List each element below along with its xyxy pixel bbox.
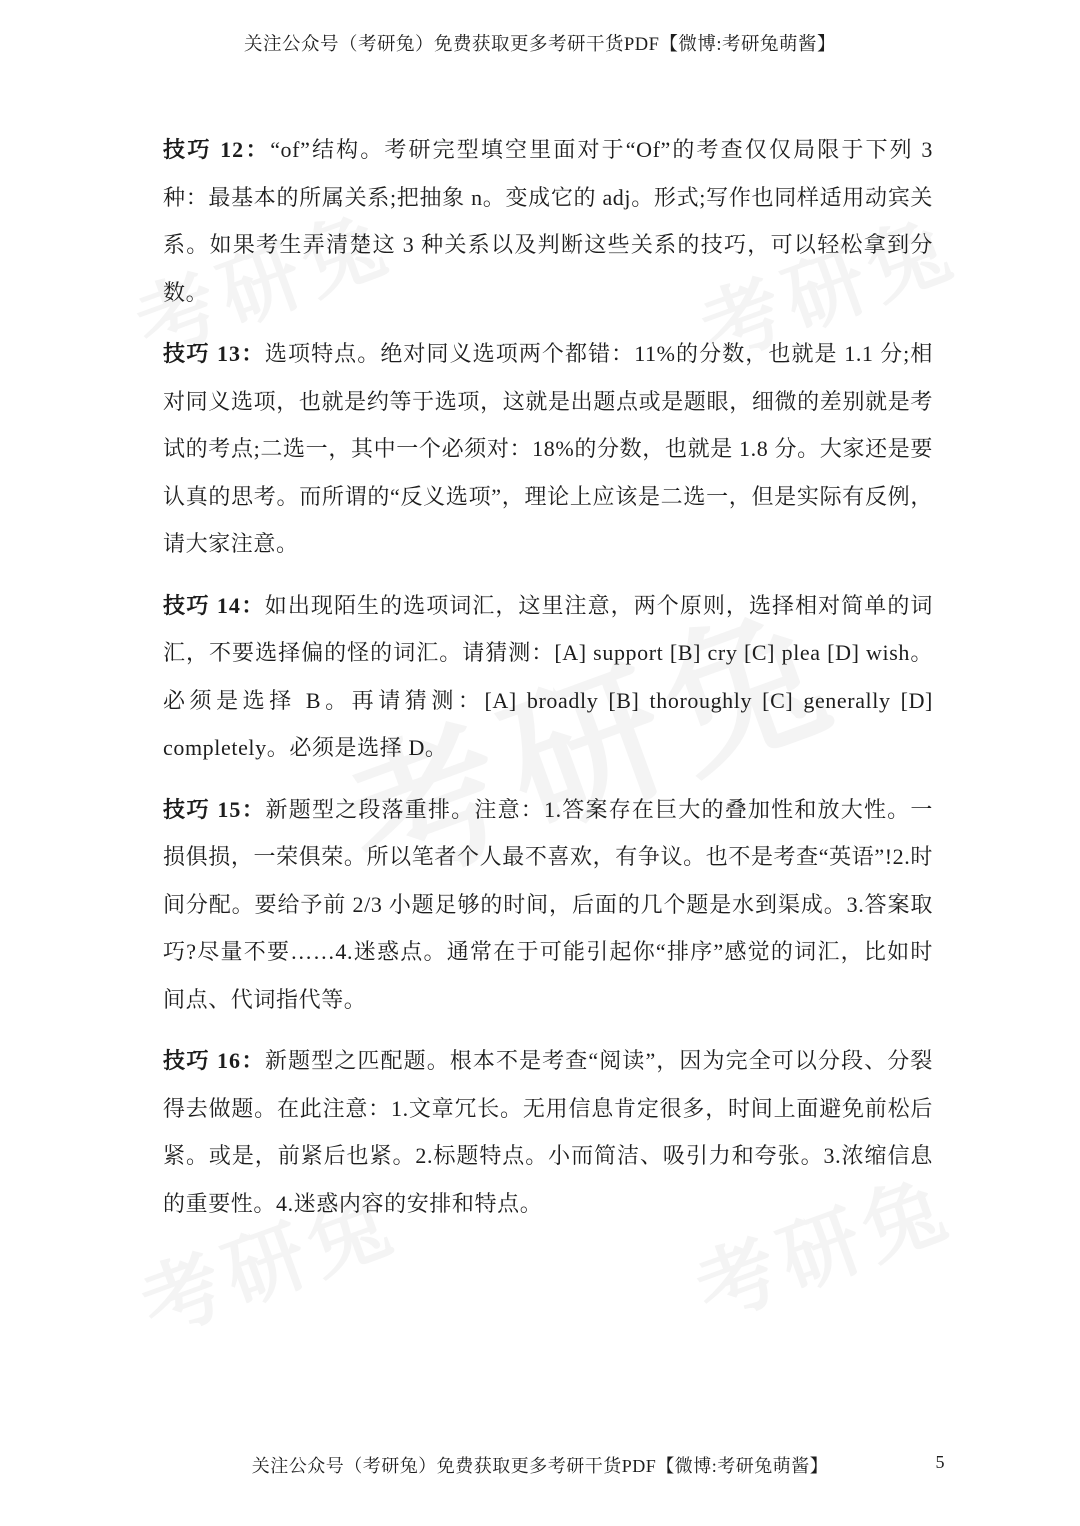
paragraph-tip-15	[163, 786, 933, 1024]
page-number: 5	[935, 1452, 945, 1472]
tip-12-text: “of”结构。考研完型填空里面对于“Of”的考查仅仅局限于下列 3 种：最基本的所属关系;把抽象 n。变成它的 adj。形式;写作也同样适用动宾关系。如果考生弄清楚这 3 种关系以及判断这些关系的技巧，可以轻松拿到分数。	[163, 137, 933, 305]
page-header	[0, 30, 1080, 56]
paragraph-tip-13	[163, 330, 933, 568]
footer-text: 关注公众号（考研兔）免费获取更多考研干货PDF【微博:考研兔萌酱】	[251, 1456, 829, 1476]
tip-14-text: 如出现陌生的选项词汇，这里注意，两个原则，选择相对简单的词汇，不要选择偏的怪的词汇。请猜测：[A] support [B] cry [C] plea [D] wish。必须是选择 B。再请猜测：[A] broadly [B] thoroughly [C] generally [D] completely。必须是选择 D。	[163, 592, 933, 760]
header-text: 关注公众号（考研兔）免费获取更多考研干货PDF【微博:考研兔萌酱】	[243, 35, 837, 55]
paragraph-tip-12	[163, 126, 933, 316]
tip-14-label: 技巧 14：	[163, 592, 265, 618]
tip-16-text: 新题型之匹配题。根本不是考查“阅读”，因为完全可以分段、分裂得去做题。在此注意：1.文章冗长。无用信息肯定很多，时间上面避免前松后紧。或是，前紧后也紧。2.标题特点。小而简洁、吸引力和夸张。3.浓缩信息的重要性。4.迷惑内容的安排和特点。	[163, 1048, 933, 1216]
paragraph-tip-14	[163, 582, 933, 772]
tip-15-label: 技巧 15：	[163, 796, 266, 822]
page-footer	[0, 1452, 1080, 1478]
tip-13-text: 选项特点。绝对同义选项两个都错：11%的分数，也就是 1.1 分;相对同义选项，也就是约等于选项，这就是出题点或是题眼，细微的差别就是考试的考点;二选一，其中一个必须对：18%的分数，也就是 1.8 分。大家还是要认真的思考。而所谓的“反义选项”，理论上应该是二选一，但是实际有反例，请大家注意。	[163, 341, 933, 556]
tip-13-label: 技巧 13：	[163, 341, 265, 366]
tip-15-text: 新题型之段落重排。注意：1.答案存在巨大的叠加性和放大性。一损俱损，一荣俱荣。所以笔者个人最不喜欢，有争议。也不是考查“英语”!2.时间分配。要给予前 2/3 小题足够的时间，后面的几个题是水到渠成。3.答案取巧?尽量不要……4.迷惑点。通常在于可能引起你“排序”感觉的词汇，比如时间点、代词指代等。	[163, 796, 933, 1012]
tip-16-label: 技巧 16：	[163, 1048, 265, 1073]
paragraph-tip-16	[163, 1037, 933, 1227]
document-body	[163, 126, 933, 1241]
tip-12-label: 技巧 12：	[163, 137, 271, 162]
